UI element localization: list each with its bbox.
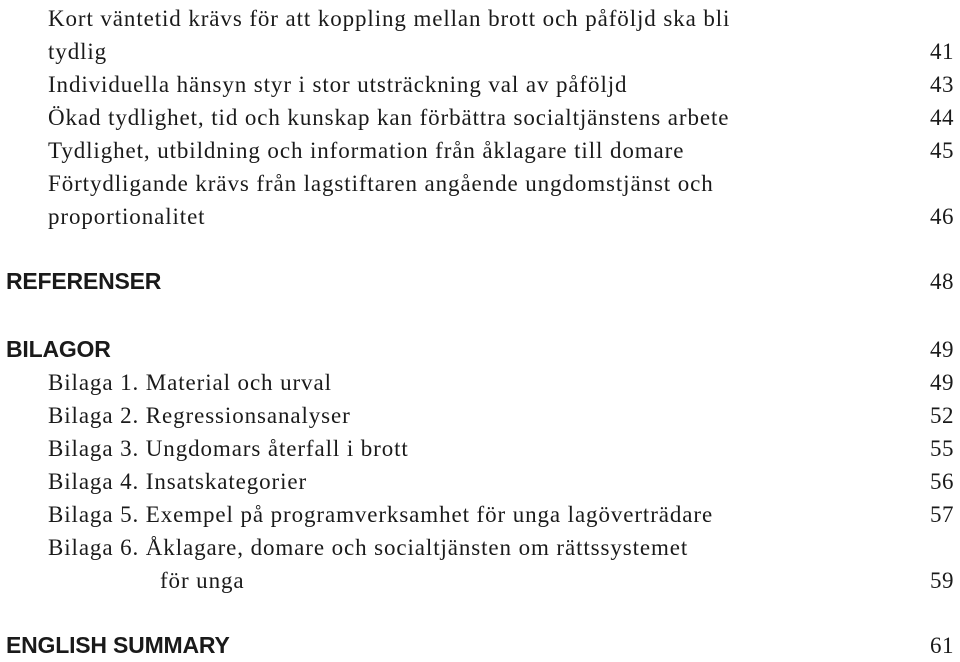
toc-entry (0, 564, 960, 597)
toc-page-number: 61 (930, 633, 954, 658)
toc-entry (0, 35, 960, 68)
toc-page-number: 43 (930, 72, 954, 97)
toc-section-referenser (0, 265, 960, 298)
toc-page-number: 41 (930, 39, 954, 64)
toc-entry (0, 167, 960, 200)
toc-page-number: 48 (930, 269, 954, 294)
toc-entry-title: Kort väntetid krävs för att koppling mellan brott och påföljd ska bli (48, 6, 731, 31)
toc-page-number: 49 (930, 337, 954, 362)
toc-entry-title: Bilaga 3. Ungdomars återfall i brott (48, 436, 409, 461)
toc-page-number: 46 (930, 204, 954, 229)
toc-page-number: 57 (930, 502, 954, 527)
toc-section-english-summary (0, 629, 960, 662)
toc-section-heading: ENGLISH SUMMARY (6, 632, 230, 658)
toc-entry-title: Ökad tydlighet, tid och kunskap kan förbättra socialtjänstens arbete (48, 105, 730, 130)
toc-entry-title: Bilaga 6. Åklagare, domare och socialtjänsten om rättssystemet (48, 535, 689, 560)
toc-entry-title: Bilaga 4. Insatskategorier (48, 469, 308, 494)
toc-section-heading: BILAGOR (6, 336, 111, 362)
toc-page-number: 56 (930, 469, 954, 494)
toc-page-number: 49 (930, 370, 954, 395)
toc-entry-title: Individuella hänsyn styr i stor utsträckning val av påföljd (48, 72, 628, 97)
toc-entry-title: Tydlighet, utbildning och information från åklagare till domare (48, 138, 685, 163)
toc-entry-title: för unga (160, 568, 245, 593)
toc-page-number: 59 (930, 568, 954, 593)
toc-entry-title: proportionalitet (48, 204, 206, 229)
toc-entry (0, 432, 960, 465)
toc-entry (0, 200, 960, 233)
toc-entry (0, 399, 960, 432)
toc-entry-title: Bilaga 5. Exempel på programverksamhet för unga lagöverträdare (48, 502, 714, 527)
toc-entry (0, 101, 960, 134)
toc-entry-title: Förtydligande krävs från lagstiftaren angående ungdomstjänst och (48, 171, 714, 196)
toc-section-bilagor (0, 333, 960, 366)
toc-page-number: 52 (930, 403, 954, 428)
toc-page-number: 45 (930, 138, 954, 163)
toc-entry-title: tydlig (48, 39, 108, 64)
toc-entry (0, 68, 960, 101)
toc-entry (0, 465, 960, 498)
toc-entry (0, 134, 960, 167)
toc-section-heading: REFERENSER (6, 268, 162, 294)
toc-entry (0, 531, 960, 564)
toc-entry-title: Bilaga 2. Regressionsanalyser (48, 403, 351, 428)
toc-entry-title: Bilaga 1. Material och urval (48, 370, 332, 395)
toc-entry (0, 498, 960, 531)
toc-entry (0, 366, 960, 399)
toc-entry (0, 2, 960, 35)
toc-page-number: 44 (930, 105, 954, 130)
toc-page-number: 55 (930, 436, 954, 461)
